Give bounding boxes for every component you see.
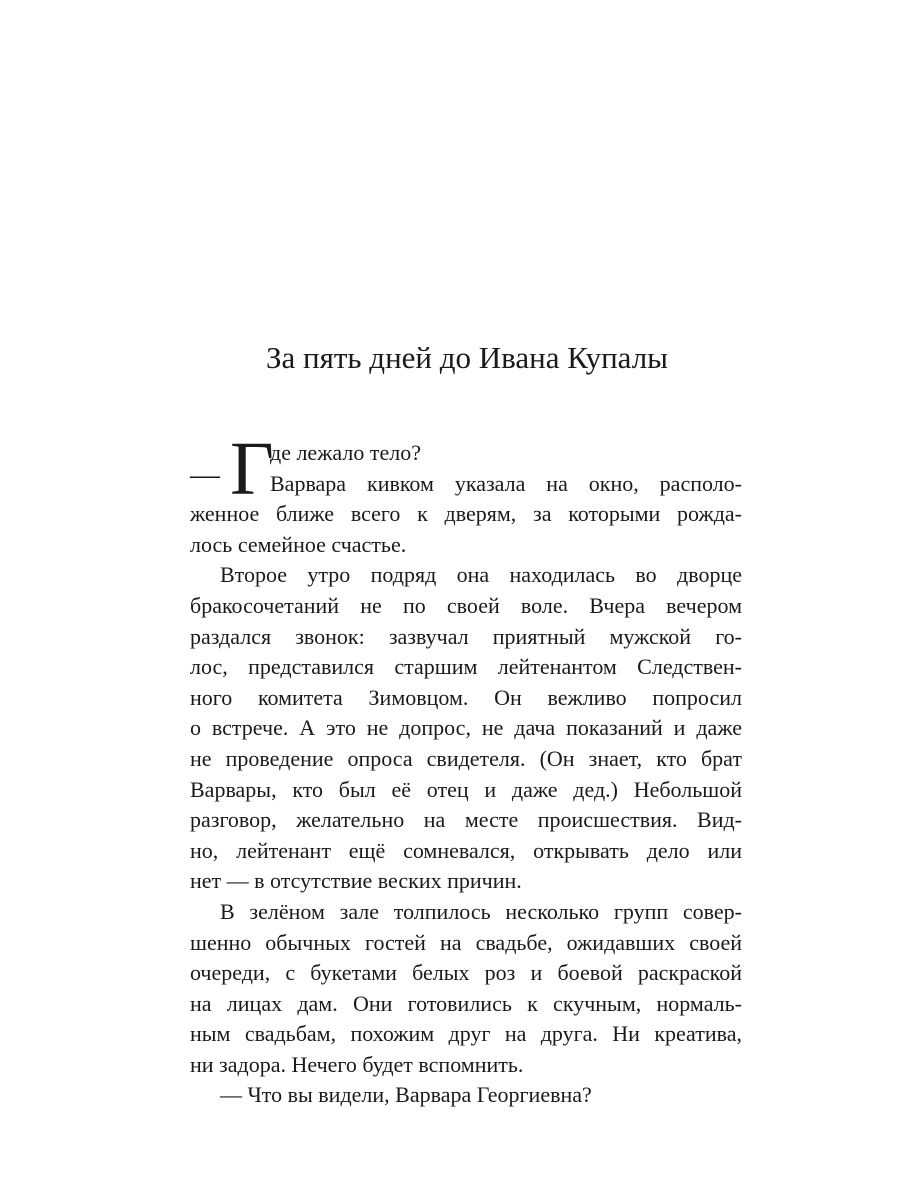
chapter-title: За пять дней до Ивана Купалы (265, 340, 669, 375)
text-line: нет — в отсутствие веских причин. (190, 868, 522, 894)
text-line: Варвара кивком указала на окно, располо- (270, 470, 742, 496)
text-line: о встрече. А это не допрос, не дача показаний и даже (190, 715, 742, 741)
text-line: но, лейтенант ещё сомневался, открывать дело или (190, 837, 742, 863)
text-line: ни задора. Нечего будет вспомнить. (190, 1051, 524, 1077)
text-line: лос, представился старшим лейтенантом Следствен- (190, 654, 742, 680)
text-line: ного комитета Зимовцом. Он вежливо попросил (190, 684, 742, 710)
text-line: разговор, желательно на месте происшествия. Вид- (190, 807, 742, 833)
text-line: шенно обычных гостей на свадьбе, ожидавших своей (190, 929, 742, 955)
text-line: бракосочетаний не по своей воле. Вчера вечером (190, 592, 742, 618)
text-line: очереди, с букетами белых роз и боевой раскраской (190, 960, 742, 986)
text-line: не проведение опроса свидетеля. (Он знает, кто брат (190, 745, 742, 771)
text-line: на лицах дам. Они готовились к скучным, нормаль- (190, 990, 742, 1016)
text-line: Варвары, кто был её отец и даже дед.) Небольшой (190, 776, 742, 802)
text-line: Второе утро подряд она находилась во дворце (220, 562, 742, 588)
text-line: — Что вы видели, Варвара Георгиевна? (220, 1082, 592, 1108)
text-line: В зелёном зале толпилось несколько групп совер- (220, 898, 742, 924)
opening-paragraph (190, 427, 742, 511)
text-line: де лежало тело? (270, 440, 421, 465)
text-line: женное ближе всего к дверям, за которыми рожда- (190, 501, 742, 527)
opening-dash: — (190, 458, 220, 491)
drop-cap-letter: Г (230, 427, 274, 511)
text-line: лось семейное счастье. (190, 531, 407, 557)
chapter-text (190, 427, 742, 1111)
body-text (190, 499, 742, 1111)
text-line: раздался звонок: зазвучал приятный мужской го- (190, 623, 742, 649)
text-line: ным свадьбам, похожим друг на друга. Ни креатива, (190, 1021, 742, 1047)
